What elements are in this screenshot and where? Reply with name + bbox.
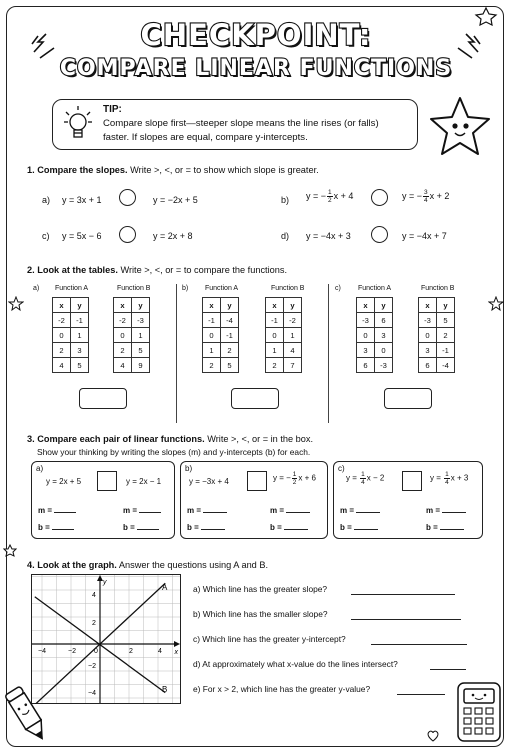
heart-icon (426, 729, 440, 743)
q3b-label: b) (185, 464, 193, 473)
q1d-compare-circle[interactable] (371, 226, 388, 243)
tip-text: Compare slope first—steeper slope means the line rises (or falls) faster. If slopes are equal, compare y-intercepts. (103, 118, 379, 143)
q2b-function-b-label: Function B (271, 285, 305, 292)
q1c-left-expression: y = 5x − 6 (62, 231, 102, 241)
q4d-question: d) At approximately what x-value do the lines intersect? (193, 659, 398, 669)
q3c-label: c) (338, 464, 345, 473)
y-tick-neg2: −2 (88, 663, 96, 670)
x-axis-label: x (174, 649, 178, 656)
smiling-star-icon (427, 94, 493, 160)
q2c-answer-box[interactable] (384, 388, 432, 409)
q3a-label: a) (36, 464, 44, 473)
q3c-card (333, 461, 483, 539)
q3a-m-right[interactable]: m = (123, 504, 161, 515)
q2c-function-b-label: Function B (421, 285, 455, 292)
q2a-table-b: x y -2 -3 0 1 2 5 4 9 (113, 297, 150, 373)
q2c-table-a: x y -3 6 0 3 3 0 6 -3 (356, 297, 393, 373)
q3b-b-right[interactable]: b = (270, 521, 308, 532)
y-tick-neg4: −4 (88, 690, 96, 697)
q1b-label: b) (281, 195, 290, 205)
q3a-m-left[interactable]: m = (38, 504, 76, 515)
q1a-label: a) (42, 195, 51, 205)
side-star-left-icon (8, 296, 24, 312)
q4c-answer-line[interactable] (371, 644, 467, 645)
q3c-b-right[interactable]: b = (426, 521, 464, 532)
q2a-function-a-label: Function A (55, 285, 89, 292)
calculator-icon (455, 680, 503, 744)
lightbulb-icon (63, 104, 93, 146)
q3c-m-left[interactable]: m = (340, 504, 380, 515)
section3-title: 3. Compare each pair of linear functions. Write >, <, or = in the box. (27, 434, 314, 444)
q3c-answer-box[interactable] (402, 471, 422, 491)
worksheet-title: CHECKPOINT: (140, 18, 372, 52)
q1d-right-expression: y = −4x + 7 (402, 231, 447, 241)
q1c-label: c) (42, 231, 50, 241)
q1a-compare-circle[interactable] (119, 189, 136, 206)
q4e-answer-line[interactable] (397, 694, 445, 695)
q1b-left-expression: y = − $\frac{1}{2}$ x + 4 (306, 189, 354, 204)
q4e-question: e) For x > 2, which line has the greater y-value? (193, 684, 371, 694)
side-star-right-icon (488, 296, 504, 312)
q2a-answer-box[interactable] (79, 388, 127, 409)
q1d-label: d) (281, 231, 290, 241)
y-axis-label: y (103, 579, 107, 586)
q3b-answer-box[interactable] (247, 471, 267, 491)
q1d-left-expression: y = −4x + 3 (306, 231, 351, 241)
side-star-left2-icon (3, 544, 17, 558)
q3b-m-left[interactable]: m = (187, 504, 227, 515)
section4-title: 4. Look at the graph. Answer the questions using A and B. (27, 560, 269, 570)
x-tick-4: 4 (158, 648, 162, 655)
q2b-label: b) (182, 285, 189, 292)
line-a-label: A (162, 583, 168, 592)
q2b-table-a: x y -1 -4 0 -1 1 2 2 5 (202, 297, 239, 373)
q3b-b-left[interactable]: b = (187, 521, 225, 532)
q4d-answer-line[interactable] (430, 669, 466, 670)
q3c-left-expression: y = $\frac{1}{4}$ x − 2 (346, 471, 385, 486)
tip-heading: TIP: (103, 104, 122, 115)
q2b-table-b: x y -1 -2 0 1 1 4 2 7 (265, 297, 302, 373)
q1c-right-expression: y = 2x + 8 (153, 231, 193, 241)
q4a-answer-line[interactable] (351, 594, 455, 595)
q4b-answer-line[interactable] (351, 619, 461, 620)
q3a-b-right[interactable]: b = (123, 521, 159, 532)
q2b-answer-box[interactable] (231, 388, 279, 409)
q3c-m-right[interactable]: m = (426, 504, 466, 515)
q3b-right-expression: y = − $\frac{1}{2}$ x + 6 (273, 471, 316, 486)
x-tick-neg2: −2 (68, 648, 76, 655)
q3b-card (180, 461, 328, 539)
q4c-question: c) Which line has the greater y-intercept? (193, 634, 346, 644)
line-b-label: B (162, 685, 168, 694)
coordinate-graph (31, 574, 181, 704)
section1-title: 1. Compare the slopes. Write >, <, or = to show which slope is greater. (27, 165, 319, 175)
q2a-table-a: x y -2 -1 0 1 2 3 4 5 (52, 297, 89, 373)
q2b-function-a-label: Function A (205, 285, 239, 292)
q3a-b-left[interactable]: b = (38, 521, 74, 532)
q2-divider-1 (176, 284, 177, 423)
q3c-right-expression: y = $\frac{1}{4}$ x + 3 (430, 471, 469, 486)
section2-title: 2. Look at the tables. Write >, <, or = to compare the functions. (27, 265, 288, 275)
q1a-right-expression: y = −2x + 5 (153, 195, 198, 205)
q3a-left-expression: y = 2x + 5 (46, 477, 82, 486)
worksheet-subtitle: COMPARE LINEAR FUNCTIONS (59, 56, 453, 81)
tip-box (52, 99, 418, 150)
q4a-question: a) Which line has the greater slope? (193, 584, 328, 594)
q1a-left-expression: y = 3x + 1 (62, 195, 102, 205)
x-tick-neg4: −4 (38, 648, 46, 655)
q3a-right-expression: y = 2x − 1 (126, 477, 162, 486)
q4b-question: b) Which line has the smaller slope? (193, 609, 328, 619)
q2c-table-b: x y -3 5 0 2 3 -1 6 -4 (418, 297, 455, 373)
pencil-icon (4, 680, 52, 748)
section3-instruction2: Show your thinking by writing the slopes (m) and y-intercepts (b) for each. (37, 447, 311, 457)
q1b-compare-circle[interactable] (371, 189, 388, 206)
q3a-answer-box[interactable] (97, 471, 117, 491)
q2c-function-a-label: Function A (358, 285, 392, 292)
x-tick-2: 2 (129, 648, 133, 655)
q3c-b-left[interactable]: b = (340, 521, 378, 532)
q3a-card (31, 461, 175, 539)
x-tick-0: 0 (94, 648, 98, 655)
y-tick-2: 2 (92, 620, 96, 627)
y-tick-4: 4 (92, 592, 96, 599)
q3b-left-expression: y = −3x + 4 (189, 477, 229, 486)
q2c-label: c) (335, 285, 341, 292)
q1c-compare-circle[interactable] (119, 226, 136, 243)
q1b-right-expression: y = − $\frac{3}{4}$ x + 2 (402, 189, 450, 204)
q2a-function-b-label: Function B (117, 285, 151, 292)
q2-divider-2 (328, 284, 329, 423)
q2a-label: a) (33, 285, 40, 292)
q3b-m-right[interactable]: m = (270, 504, 310, 515)
